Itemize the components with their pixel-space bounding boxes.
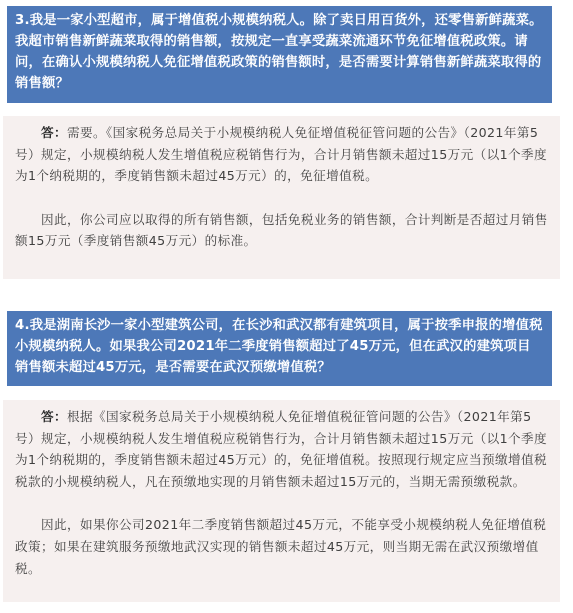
answer-3-box bbox=[3, 116, 560, 279]
answer-4-label: 答： bbox=[41, 409, 67, 424]
answer-3-label: 答： bbox=[41, 125, 67, 140]
answer-4-text-1: 根据《国家税务总局关于小规模纳税人免征增值税征管问题的公告》（2021年第5号）规定，小规模纳税人发生增值税应税销售行为，合计月销售额未超过15万元（以1个季度为1个纳税期的，季度销售额未超过45万元）的，免征增值税。按照现行规定应当预缴增值税税款的小规模纳税人，凡在预缴地实现的月销售额未超过15万元的，当期无需预缴税款。 bbox=[15, 409, 547, 489]
answer-3-paragraph-2: 因此，你公司应以取得的所有销售额，包括免税业务的销售额，合计判断是否超过月销售额15万元（季度销售额45万元）的标准。 bbox=[15, 211, 548, 249]
question-4-text: 4.我是湖南长沙一家小型建筑公司，在长沙和武汉都有建筑项目，属于按季申报的增值税小规模纳税人。如果我公司2021年二季度销售额超过了45万元，但在武汉的建筑项目销售额未超过45万元，是否需要在武汉预缴增值税？ bbox=[15, 318, 543, 375]
answer-4-box bbox=[3, 400, 560, 602]
question-3-box bbox=[7, 6, 552, 103]
question-3-text: 3.我是一家小型超市，属于增值税小规模纳税人。除了卖日用百货外，还零售新鲜蔬菜。我超市销售新鲜蔬菜取得的销售额，按规定一直享受蔬菜流通环节免征增值税政策。请问，在确认小规模纳税人免征增值税政策的销售额时，是否需要计算销售新鲜蔬菜取得的销售额？ bbox=[15, 13, 543, 91]
answer-4-paragraph-2: 因此，如果你公司2021年二季度销售额超过45万元，不能享受小规模纳税人免征增值税政策；如果在建筑服务预缴地武汉实现的销售额未超过45万元，则当期无需在武汉预缴增值税。 bbox=[15, 517, 547, 576]
answer-3-paragraph-1 bbox=[15, 122, 550, 187]
answer-3-text-1: 需要。《国家税务总局关于小规模纳税人免征增值税征管问题的公告》（2021年第5号）规定，小规模纳税人发生增值税应税销售行为，合计月销售额未超过15万元（以1个季度为1个纳税期的，季度销售额未超过45万元）的，免征增值税。 bbox=[15, 125, 547, 184]
answer-4-paragraph-1 bbox=[15, 406, 550, 492]
question-4-box bbox=[7, 311, 552, 386]
